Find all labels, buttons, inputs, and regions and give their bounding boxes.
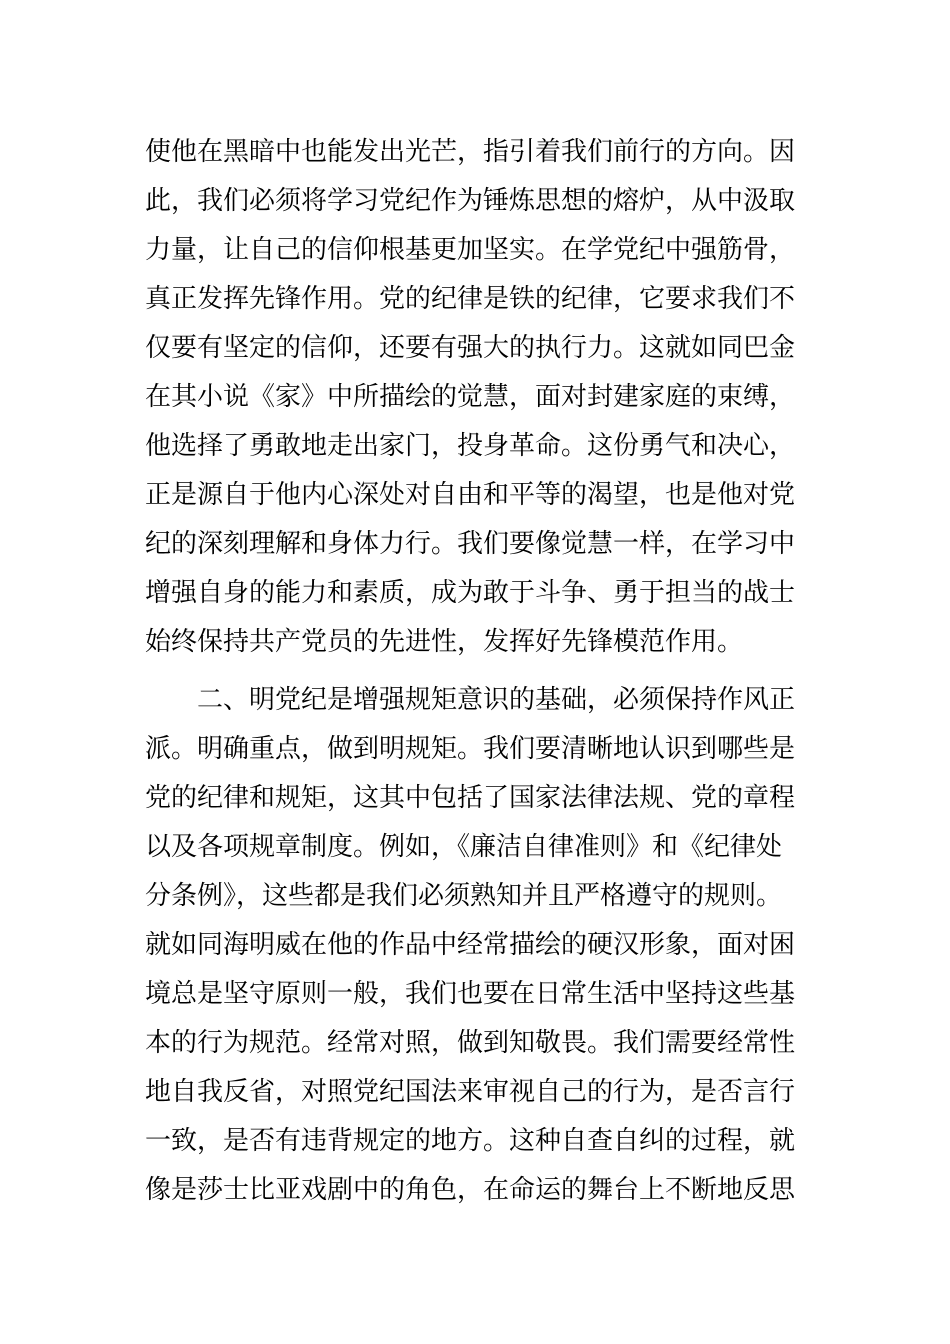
- text-line: 他选择了勇敢地走出家门，投身革命。这份勇气和决心，: [145, 431, 796, 461]
- text-line: 就如同海明威在他的作品中经常描绘的硬汉形象，面对困: [145, 930, 796, 960]
- text-line: 像是莎士比亚戏剧中的角色，在命运的舞台上不断地反思: [145, 1175, 796, 1205]
- text-line: 正是源自于他内心深处对自由和平等的渴望，也是他对党: [145, 480, 796, 510]
- text-line: 仅要有坚定的信仰，还要有强大的执行力。这就如同巴金: [145, 333, 796, 363]
- text-line: 分条例》，这些都是我们必须熟知并且严格遵守的规则。: [145, 881, 783, 911]
- text-line: 在其小说《家》中所描绘的觉慧，面对封建家庭的束缚，: [145, 382, 796, 412]
- text-line: 本的行为规范。经常对照，做到知敬畏。我们需要经常性: [145, 1028, 796, 1058]
- text-line: 使他在黑暗中也能发出光芒，指引着我们前行的方向。因: [145, 137, 796, 167]
- text-line: 此，我们必须将学习党纪作为锤炼思想的熔炉，从中汲取: [145, 186, 796, 216]
- text-line: 派。明确重点，做到明规矩。我们要清晰地认识到哪些是: [145, 734, 796, 764]
- text-line: 力量，让自己的信仰根基更加坚实。在学党纪中强筋骨，: [145, 235, 796, 265]
- text-line: 境总是坚守原则一般，我们也要在日常生活中坚持这些基: [145, 979, 796, 1009]
- text-line: 始终保持共产党员的先进性，发挥好先锋模范作用。: [145, 627, 744, 657]
- section-heading-line: 二、明党纪是增强规矩意识的基础，必须保持作风正: [197, 685, 796, 715]
- text-line: 纪的深刻理解和身体力行。我们要像觉慧一样，在学习中: [145, 529, 796, 559]
- text-line: 真正发挥先锋作用。党的纪律是铁的纪律，它要求我们不: [145, 284, 796, 314]
- text-line: 党的纪律和规矩，这其中包括了国家法律法规、党的章程: [145, 783, 796, 813]
- text-line: 地自我反省，对照党纪国法来审视自己的行为，是否言行: [145, 1077, 796, 1107]
- text-line: 增强自身的能力和素质，成为敢于斗争、勇于担当的战士: [145, 578, 796, 608]
- text-line: 一致，是否有违背规定的地方。这种自查自纠的过程，就: [145, 1126, 796, 1156]
- text-line: 以及各项规章制度。例如，《廉洁自律准则》和《纪律处: [145, 832, 783, 862]
